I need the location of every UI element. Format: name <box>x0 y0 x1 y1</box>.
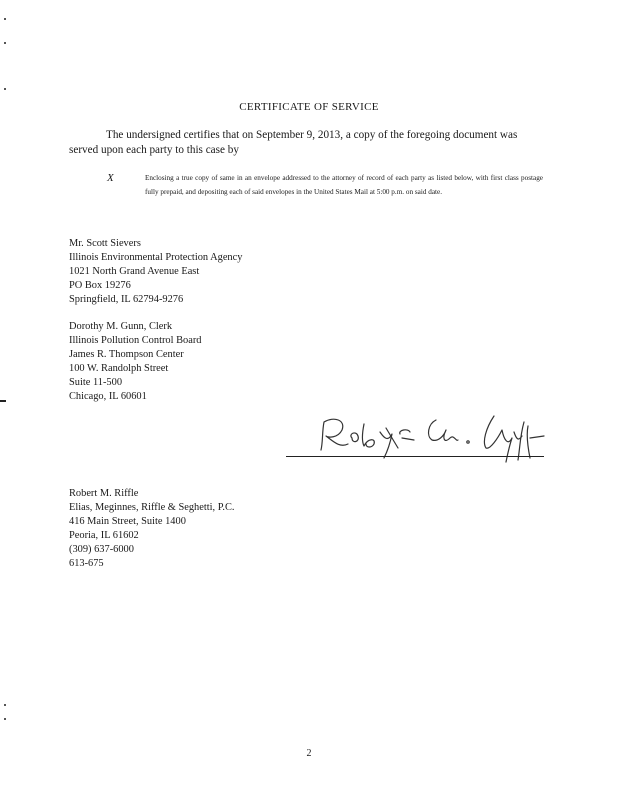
scan-speck <box>4 42 6 44</box>
service-method-mark-text: X <box>107 172 114 184</box>
sender-street: 416 Main Street, Suite 1400 <box>69 516 186 527</box>
recipient-address-block <box>69 237 242 307</box>
page-number: 2 <box>306 748 312 759</box>
scan-speck <box>4 718 6 720</box>
recipient-po-box: PO Box 19276 <box>69 280 131 291</box>
recipient-name: Mr. Scott Sievers <box>69 238 141 249</box>
recipient-street: 1021 North Grand Avenue East <box>69 266 200 277</box>
recipient-organization: Illinois Environmental Protection Agency <box>69 252 243 263</box>
recipient-city-state-zip: Chicago, IL 60601 <box>69 391 147 402</box>
signature-line <box>286 456 544 457</box>
sender-phone: (309) 637-6000 <box>69 544 134 555</box>
recipient-name: Dorothy M. Gunn, Clerk <box>69 321 173 332</box>
recipient-building: James R. Thompson Center <box>69 349 184 360</box>
certification-statement: The undersigned certifies that on September 9, 2013, a copy of the foregoing document was served upon each party to this case by <box>69 129 518 156</box>
recipient-city-state-zip: Springfield, IL 62794-9276 <box>69 294 184 305</box>
scan-speck <box>4 704 6 706</box>
service-method-checkmark <box>107 172 114 184</box>
recipient-address-block <box>69 320 202 404</box>
sender-signature-block <box>69 487 234 571</box>
sender-name: Robert M. Riffle <box>69 488 139 499</box>
handwritten-signature <box>318 408 548 468</box>
recipient-organization: Illinois Pollution Control Board <box>69 335 202 346</box>
sender-reference-number: 613-675 <box>69 558 104 569</box>
document-title: CERTIFICATE OF SERVICE <box>239 101 379 113</box>
scan-speck <box>4 18 6 20</box>
service-method-description: Enclosing a true copy of same in an envelope addressed to the attorney of record of each party as listed below, with first class postage fully prepaid, and depositing each of said envelopes in the United States Mail at 5:00 p.m. on said date. <box>145 174 543 196</box>
sender-firm: Elias, Meginnes, Riffle & Seghetti, P.C. <box>69 502 235 513</box>
recipient-suite: Suite 11-500 <box>69 377 123 388</box>
scan-edge-mark <box>0 400 6 402</box>
scan-speck <box>4 88 6 90</box>
recipient-street: 100 W. Randolph Street <box>69 363 169 374</box>
sender-city-state-zip: Peoria, IL 61602 <box>69 530 139 541</box>
